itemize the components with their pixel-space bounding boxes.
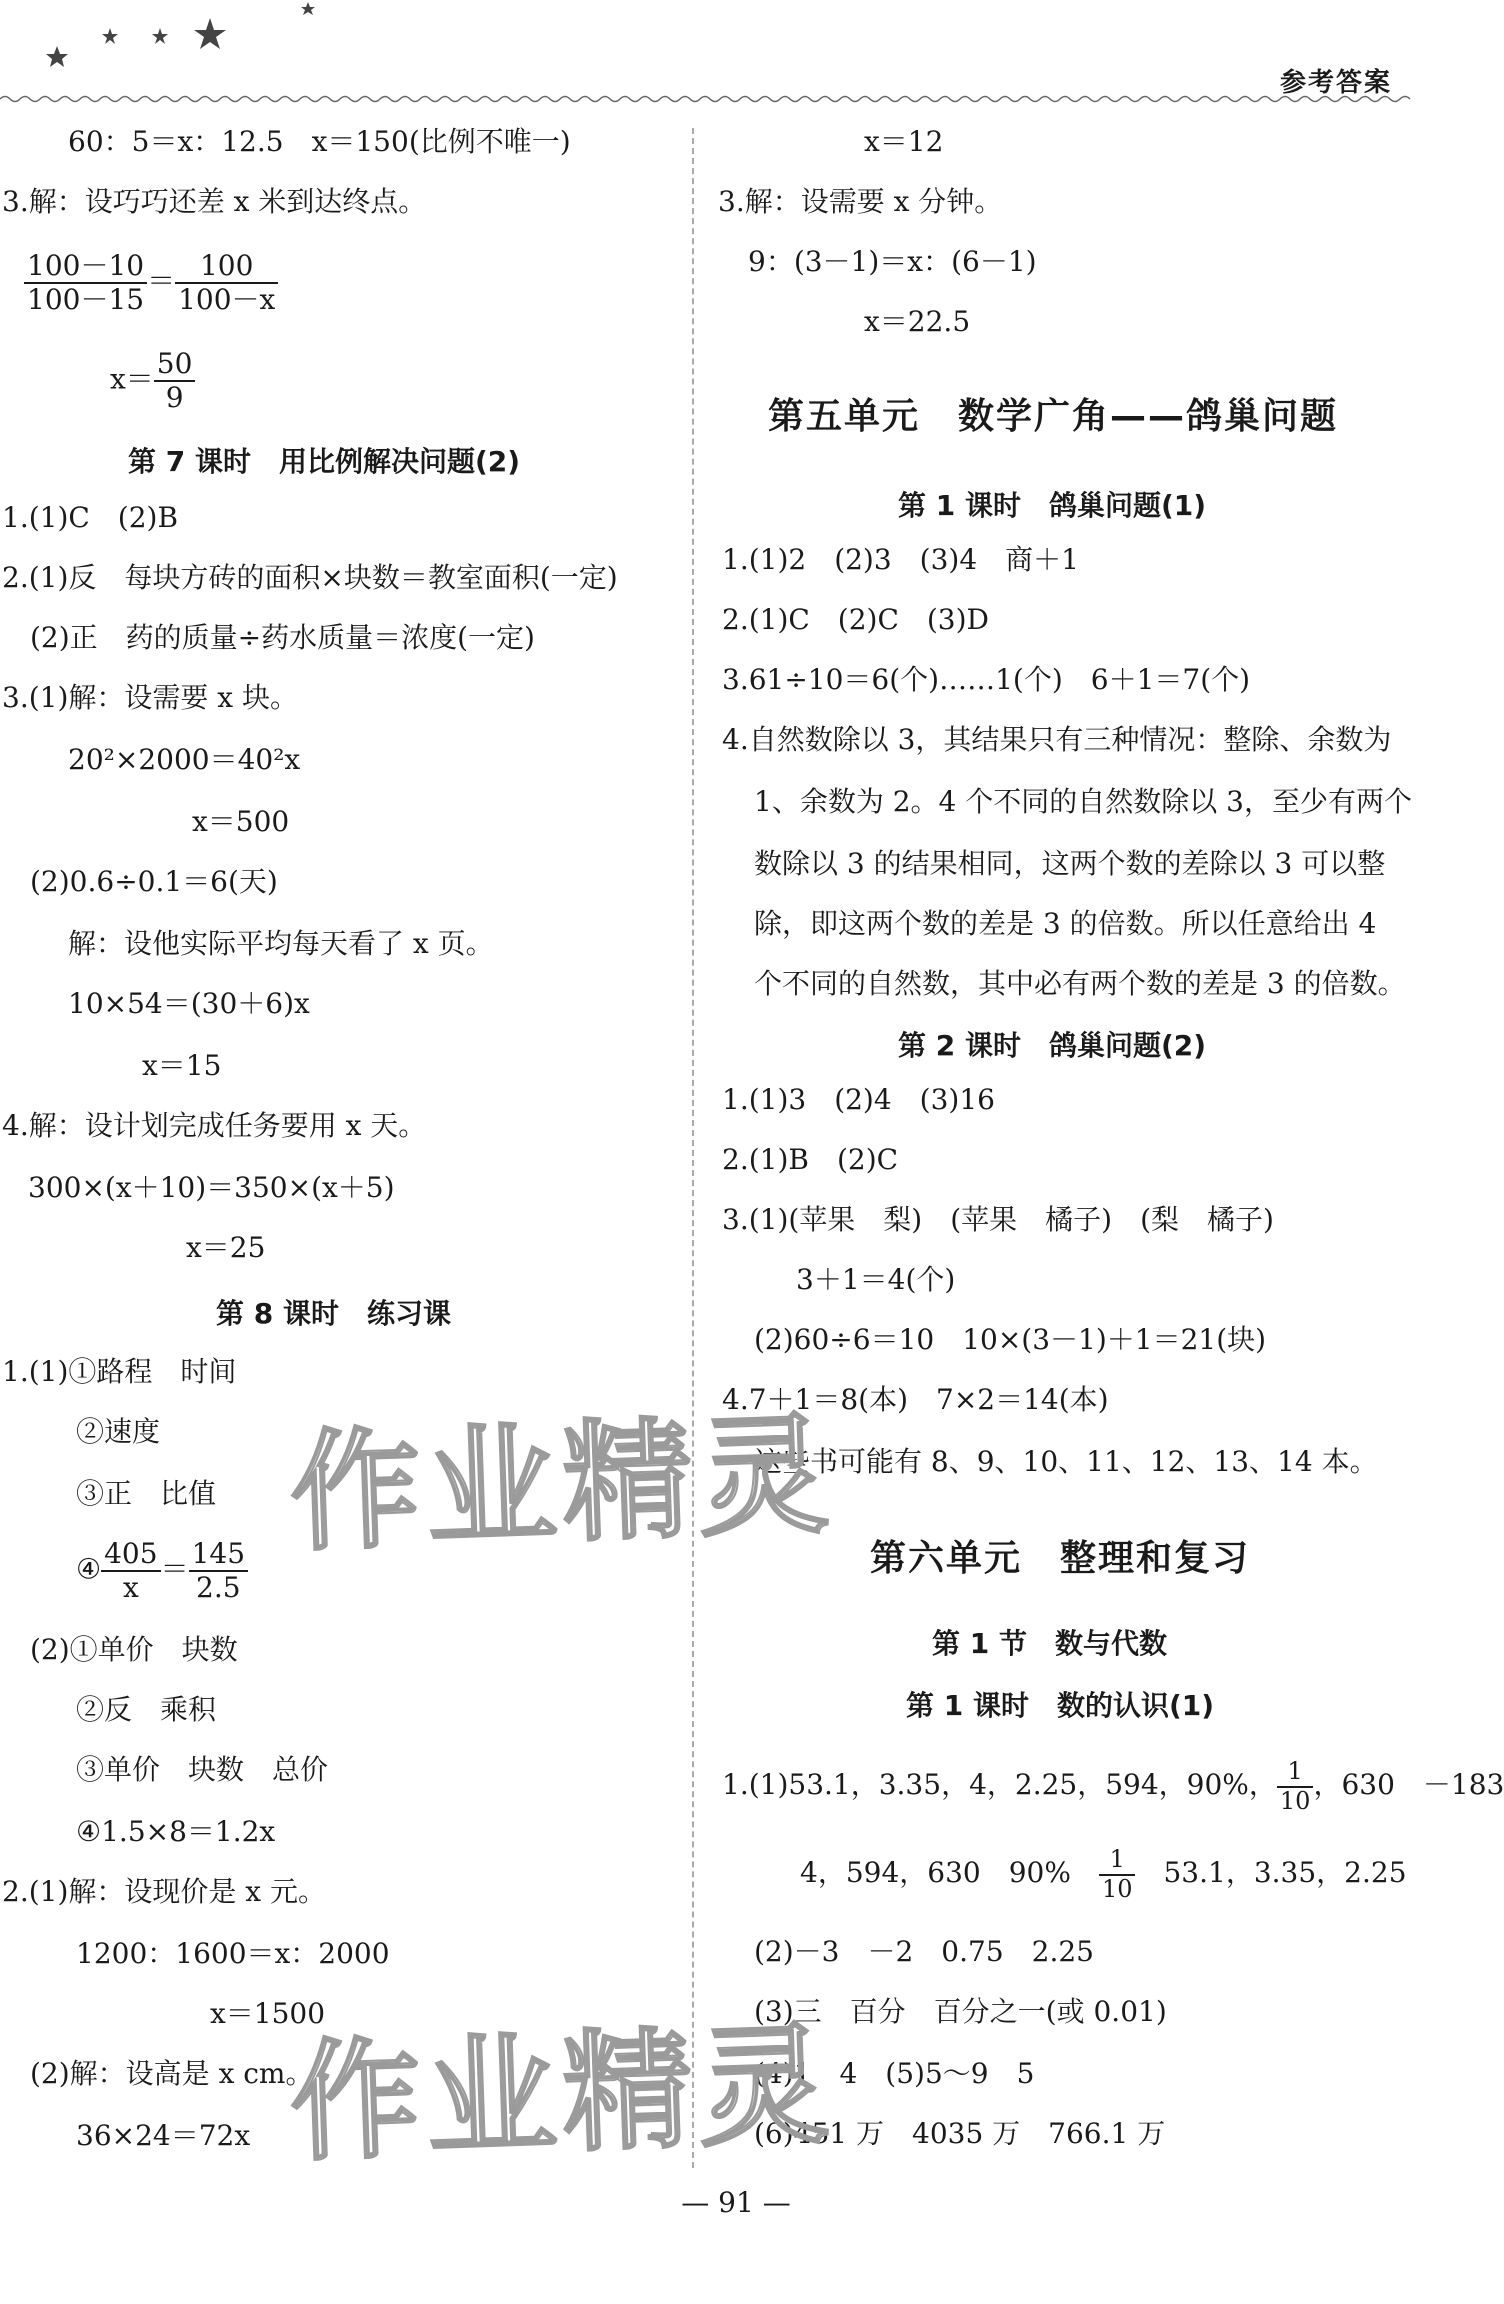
answer-line: 3.(1)解：设需要 x 块。 (2, 681, 298, 714)
fraction (175, 250, 278, 316)
answer-line: (2)正 药的质量÷药水质量＝浓度(一定) (30, 621, 535, 654)
star-icon (46, 46, 68, 67)
answer-line: 个不同的自然数，其中必有两个数的差是 3 的倍数。 (754, 967, 1406, 1000)
denominator: 100－15 (27, 283, 145, 317)
section-heading: 第 7 课时 用比例解决问题(2) (128, 445, 521, 478)
fraction (24, 250, 147, 316)
numerator: 405 (101, 1538, 160, 1572)
denominator: x (122, 1571, 139, 1605)
header-label: 参考答案 (1279, 68, 1392, 98)
fraction-equation (24, 250, 278, 316)
answer-line: 2.(1)解：设现价是 x 元。 (2, 1875, 326, 1908)
numerator: 100 (175, 250, 278, 284)
denominator: 10 (1279, 1786, 1311, 1815)
answer-line: ③单价 块数 总价 (76, 1753, 329, 1786)
answer-line: x＝12 (864, 125, 944, 158)
numerator: 50 (154, 348, 196, 382)
answer-line: (2)解：设高是 x cm。 (30, 2057, 314, 2090)
answer-line: 4.自然数除以 3，其结果只有三种情况：整除、余数为 (722, 723, 1392, 756)
answer-line: 36×24＝72x (76, 2119, 251, 2152)
circled-number: ④ (76, 1552, 102, 1586)
denominator: 9 (165, 381, 184, 415)
numerator: 1 (1277, 1758, 1314, 1788)
star-icon (301, 2, 315, 15)
fraction (101, 1538, 160, 1604)
section-heading: 第 1 课时 鸽巢问题(1) (898, 489, 1207, 522)
answer-line: ②速度 (76, 1415, 161, 1448)
answer-line: 300×(x＋10)＝350×(x＋5) (28, 1171, 395, 1204)
answer-line: 这些书可能有 8、9、10、11、12、13、14 本。 (754, 1445, 1378, 1478)
answer-line: x＝25 (186, 1231, 266, 1264)
answer-line: (6)451 万 4035 万 766.1 万 (754, 2117, 1166, 2150)
answer-line: (2)①单价 块数 (30, 1633, 238, 1666)
denominator: 2.5 (196, 1571, 241, 1605)
answer-line: 20²×2000＝40²x (68, 743, 301, 776)
line-text: 4，594，630 90% (800, 1856, 1099, 1890)
answer-line: 2.(1)C (2)C (3)D (722, 603, 989, 636)
line-text: 1.(1)53.1，3.35，4，2.25，594，90%， (722, 1768, 1277, 1802)
equals-sign: ＝ (147, 264, 176, 298)
fraction-line (800, 1846, 1407, 1903)
section-heading: 第 2 课时 鸽巢问题(2) (898, 1029, 1207, 1062)
answer-line: x＝1500 (210, 1997, 326, 2030)
answer-line: x＝500 (192, 805, 290, 838)
page-number: — 91 — (681, 2186, 791, 2219)
answer-line: 10×54＝(30＋6)x (68, 987, 310, 1020)
header-wavy-rule (0, 94, 1410, 104)
answer-line: 4.解：设计划完成任务要用 x 天。 (2, 1109, 427, 1142)
line-text: 53.1，3.35，2.25 (1135, 1856, 1407, 1890)
star-icon (152, 28, 168, 44)
answer-line: 60：5＝x：12.5 x＝150(比例不唯一) (68, 125, 571, 158)
answer-line: 除，即这两个数的差是 3 的倍数。所以任意给出 4 (754, 907, 1377, 940)
fraction (189, 1538, 248, 1604)
answer-line: x＝22.5 (864, 305, 971, 338)
column-divider (692, 128, 694, 2168)
answer-line: ④1.5×8＝1.2x (76, 1815, 276, 1848)
unit-heading: 第五单元 数学广角——鸽巢问题 (768, 396, 1339, 437)
denominator: 100－x (178, 283, 276, 317)
answer-line: 1、余数为 2。4 个不同的自然数除以 3，至少有两个 (754, 785, 1412, 818)
equals-sign: ＝ (160, 1552, 189, 1586)
answer-line: (2)60÷6＝10 10×(3－1)＋1＝21(块) (754, 1323, 1267, 1356)
line-text: ，630 －183 (1313, 1768, 1504, 1802)
fraction (154, 348, 196, 414)
answer-line: 4.7＋1＝8(本) 7×2＝14(本) (722, 1383, 1109, 1416)
fraction-line (722, 1758, 1504, 1815)
star-icon (194, 18, 226, 49)
answer-line: 3.(1)(苹果 梨) (苹果 橘子) (梨 橘子) (722, 1203, 1274, 1236)
answer-line: 1.(1)3 (2)4 (3)16 (722, 1083, 995, 1116)
answer-line: (2)0.6÷0.1＝6(天) (30, 865, 278, 898)
answer-line: (4)1 4 (5)5～9 5 (754, 2057, 1035, 2090)
answer-line: 3.解：设巧巧还差 x 米到达终点。 (2, 185, 427, 218)
answer-line: 2.(1)反 每块方砖的面积×块数＝教室面积(一定) (2, 561, 618, 594)
answer-line: ②反 乘积 (76, 1693, 217, 1726)
star-icon (102, 28, 118, 44)
answer-line: 1.(1)①路程 时间 (2, 1355, 237, 1388)
answer-line: 3.解：设需要 x 分钟。 (718, 185, 1003, 218)
fraction-equation (76, 1538, 248, 1604)
unit-heading: 第六单元 整理和复习 (870, 1538, 1251, 1579)
answer-line: (3)三 百分 百分之一(或 0.01) (754, 1995, 1167, 2028)
fraction (1277, 1758, 1314, 1815)
numerator: 145 (189, 1538, 248, 1572)
section-heading: 第 1 节 数与代数 (932, 1627, 1167, 1660)
fraction (1099, 1846, 1136, 1903)
answer-line: 3.61÷10＝6(个)……1(个) 6＋1＝7(个) (722, 663, 1251, 696)
answer-line: ③正 比值 (76, 1477, 217, 1510)
answer-line: 3＋1＝4(个) (796, 1263, 956, 1296)
answer-line: (2)－3 －2 0.75 2.25 (754, 1935, 1094, 1968)
fraction-equation (110, 348, 195, 414)
answer-line: 1.(1)C (2)B (2, 501, 179, 534)
denominator: 10 (1101, 1874, 1133, 1903)
equation-prefix: x＝ (110, 362, 154, 396)
answer-line: 1200：1600＝x：2000 (76, 1937, 390, 1970)
header-stars-decoration (30, 0, 330, 80)
answer-line: 1.(1)2 (2)3 (3)4 商＋1 (722, 543, 1079, 576)
answer-line: 数除以 3 的结果相同，这两个数的差除以 3 可以整 (754, 847, 1386, 880)
answer-line: 9：(3－1)＝x：(6－1) (748, 245, 1037, 278)
watermark: 作业精灵 (287, 1398, 837, 1570)
section-heading: 第 8 课时 练习课 (216, 1297, 451, 1330)
answer-line: 2.(1)B (2)C (722, 1143, 899, 1176)
answer-line: 解：设他实际平均每天看了 x 页。 (68, 927, 494, 960)
section-heading: 第 1 课时 数的认识(1) (906, 1689, 1215, 1722)
numerator: 1 (1099, 1846, 1136, 1876)
watermark: 作业精灵 (287, 2008, 837, 2180)
answer-line: x＝15 (142, 1049, 222, 1082)
numerator: 100－10 (24, 250, 147, 284)
